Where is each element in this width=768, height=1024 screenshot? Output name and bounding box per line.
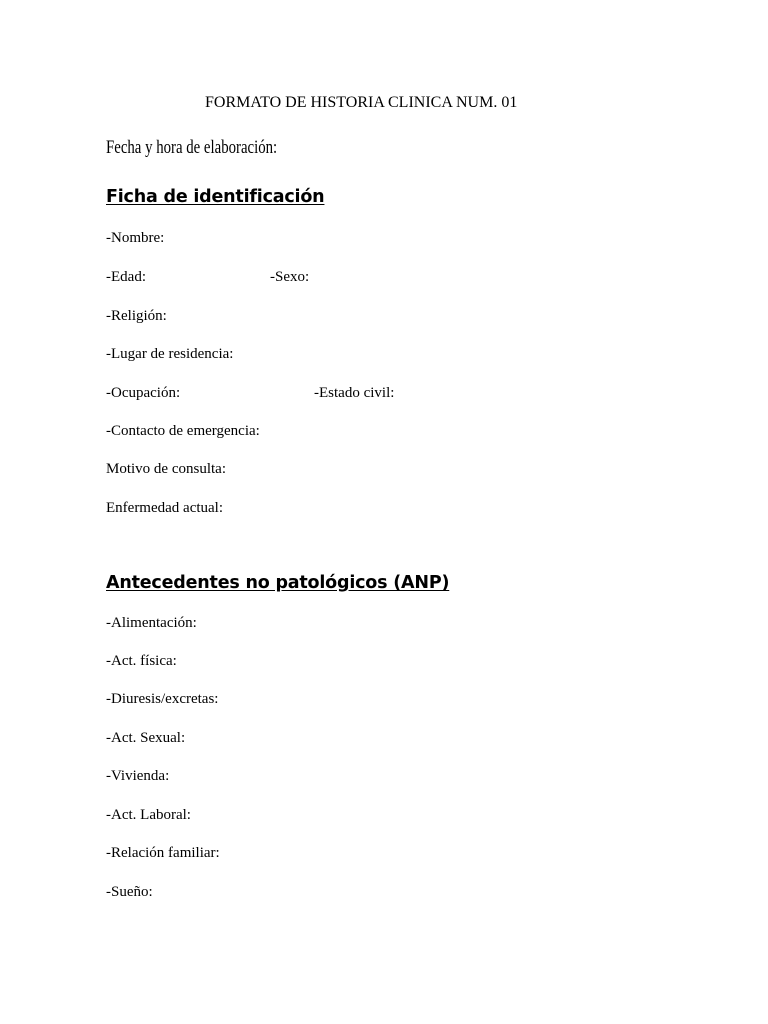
field-act-laboral: -Act. Laboral: (106, 807, 191, 823)
field-edad: -Edad: (106, 269, 146, 285)
field-contacto-emergencia: -Contacto de emergencia: (106, 423, 260, 439)
field-act-sexual: -Act. Sexual: (106, 730, 186, 746)
field-estado-civil: -Estado civil: (314, 385, 395, 401)
section-heading-identificacion: Ficha de identificación (106, 187, 325, 207)
field-sexo: -Sexo: (270, 269, 310, 285)
field-alimentacion: -Alimentación: (106, 615, 197, 631)
field-nombre: -Nombre: (106, 230, 165, 246)
field-lugar-residencia: -Lugar de residencia: (106, 346, 234, 362)
field-motivo-consulta: Motivo de consulta: (106, 461, 226, 477)
field-ocupacion: -Ocupación: (106, 385, 181, 401)
document-title: FORMATO DE HISTORIA CLINICA NUM. 01 (205, 94, 518, 111)
field-sueno: -Sueño: (106, 884, 153, 900)
field-act-fisica: -Act. física: (106, 653, 177, 669)
field-enfermedad-actual: Enfermedad actual: (106, 500, 224, 516)
field-diuresis-excretas: -Diuresis/excretas: (106, 691, 219, 707)
field-religion: -Religión: (106, 308, 167, 324)
fecha-hora-label: Fecha y hora de elaboración: (106, 137, 278, 158)
section-heading-anp: Antecedentes no patológicos (ANP) (106, 573, 450, 593)
field-vivienda: -Vivienda: (106, 768, 170, 784)
field-relacion-familiar: -Relación familiar: (106, 845, 220, 861)
